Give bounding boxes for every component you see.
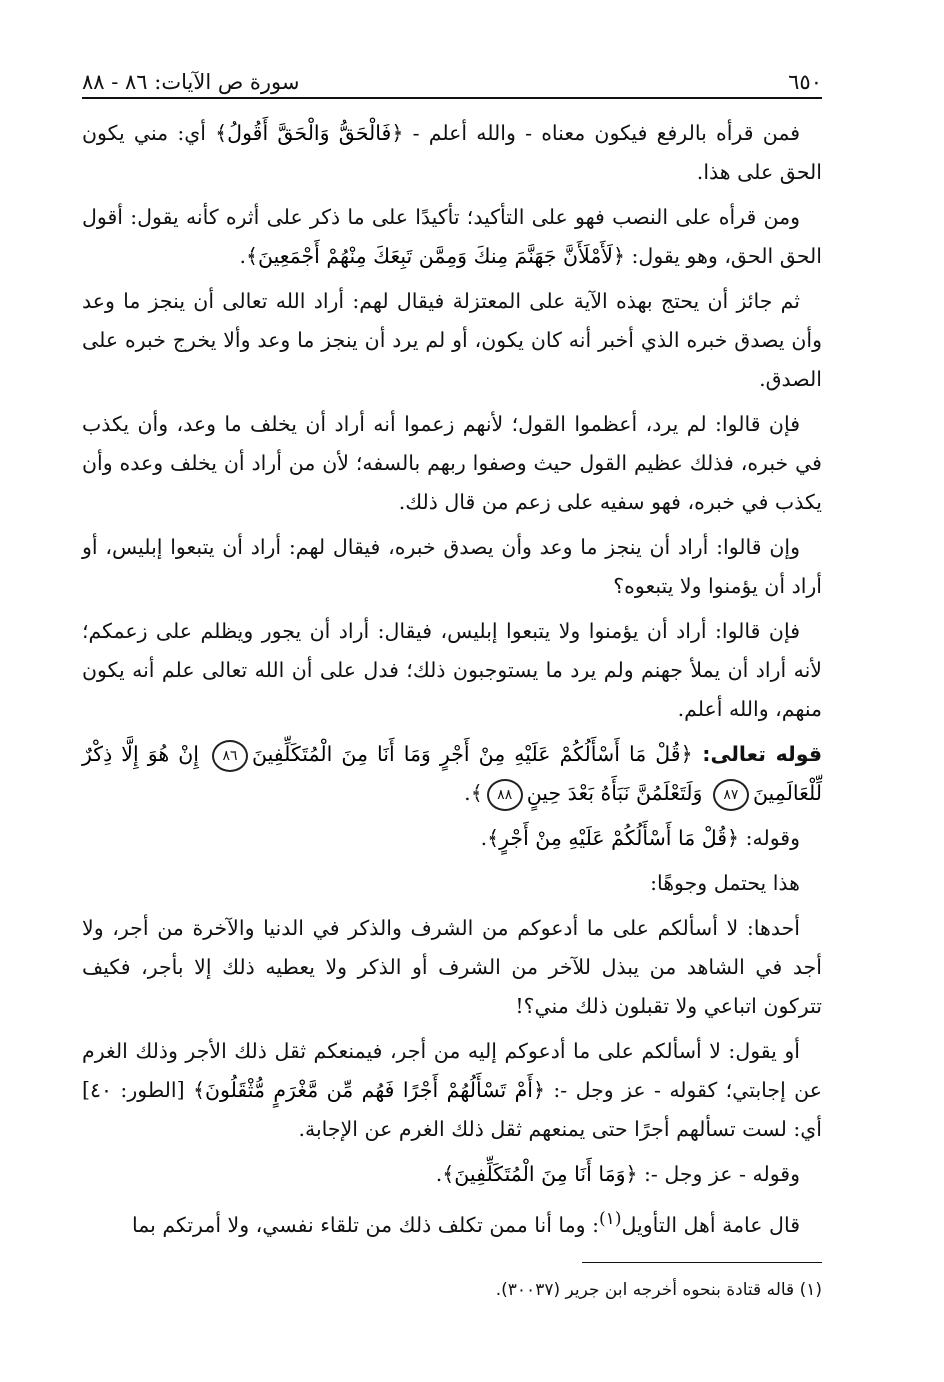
- paragraph: أحدها: لا أسألكم على ما أدعوكم من الشرف والذكر في الدنيا والآخرة من أجر، ولا أجد في الشاهد من يبذل للآخر من الشرف أو الذكر ولا يعطيه ذلك إلا بأجر، فكيف تتركون اتباعي ولا تقبلون ذلك مني؟!: [82, 916, 822, 1018]
- verse-lead: قوله تعالى:: [692, 742, 822, 766]
- paragraph: وقوله: ﴿قُلْ مَا أَسْأَلُكُمْ عَلَيْهِ مِنْ أَجْرٍ﴾.: [480, 826, 800, 850]
- footnote: (١) قاله قتادة بنحوه أخرجه ابن جرير (٣٠٠٣٧).: [495, 1280, 822, 1300]
- paragraph: فمن قرأه بالرفع فيكون معناه - والله أعلم - ﴿فَالْحَقُّ وَالْحَقَّ أَقُولُ﴾ أي: مني يكون الحق على هذا.: [82, 121, 822, 184]
- footnote-rule: [582, 1262, 822, 1263]
- paragraph: وإن قالوا: أراد أن ينجز ما وعد وأن يصدق خبره، فيقال لهم: أراد أن يتبعوا إبليس، أو أراد أن يؤمنوا ولا يتبعوه؟: [82, 535, 822, 598]
- paragraph: ثم جائز أن يحتج بهذه الآية على المعتزلة فيقال لهم: أراد الله تعالى أن ينجز ما وعد وأن يصدق خبره الذي أخبر أنه كان يكون، أو لم يرد أن ينجز ما وعد وألا يخرج خبره على الصدق.: [82, 289, 822, 391]
- paragraph: وقوله - عز وجل -: ﴿وَمَا أَنَا مِنَ الْمُتَكَلِّفِينَ﴾.: [435, 1162, 800, 1186]
- header-rule: [82, 97, 822, 99]
- running-title: سورة ص الآيات: ٨٦ - ٨٨: [82, 70, 300, 94]
- paragraph: أو يقول: لا أسألكم على ما أدعوكم إليه من أجر، فيمنعكم ثقل ذلك الأجر وذلك الغرم عن إجابتي؛ كقوله - عز وجل -: ﴿أَمْ تَسْأَلُهُمْ أَجْرًا فَهُم مِّن مَّغْرَمٍ مُّثْقَلُونَ﴾ [الطور: ٤٠] أي: لست تسألهم أجرًا حتى يمنعهم ثقل ذلك الغرم عن الإجابة.: [82, 1039, 822, 1141]
- paragraph: هذا يحتمل وجوهًا:: [650, 871, 800, 895]
- paragraph: ومن قرأه على النصب فهو على التأكيد؛ تأكيدًا على ما ذكر على أثره كأنه يقول: أقول الحق الحق، وهو يقول: ﴿لَأَمْلَأَنَّ جَهَنَّمَ مِنكَ وَمِمَّن تَبِعَكَ مِنْهُمْ أَجْمَعِينَ﴾.: [82, 205, 822, 268]
- quran-quote: ﴿قُلْ مَا أَسْأَلُكُمْ عَلَيْهِ مِنْ أَجْرٍ﴾: [487, 826, 740, 850]
- paragraph: قال عامة أهل التأويل$^{(١)}$: وما أنا ممن تكلف ذلك من تلقاء نفسي، ولا أمرتكم بما: [132, 1209, 800, 1237]
- quran-quote: ﴿لَأَمْلَأَنَّ جَهَنَّمَ مِنكَ وَمِمَّن تَبِعَكَ مِنْهُمْ أَجْمَعِينَ﴾: [245, 244, 625, 268]
- ayah-marker-88: ٨٨: [487, 779, 523, 811]
- ayah-marker-86: ٨٦: [212, 740, 248, 772]
- quran-quote: ﴿وَمَا أَنَا مِنَ الْمُتَكَلِّفِينَ﴾: [442, 1162, 638, 1186]
- paragraph: فإن قالوا: أراد أن يؤمنوا ولا يتبعوا إبليس، فيقال: أراد أن يجور ويظلم على زعمكم؛ لأنه أراد أن يملأ جهنم ولم يرد ما يستوجبون ذلك؛ فدل على أن الله تعالى علم أنه يكون منهم، والله أعلم.: [82, 619, 822, 721]
- page-header: [82, 58, 822, 94]
- page-number: ٦٥٠: [788, 70, 822, 94]
- quran-quote: ﴿أَمْ تَسْأَلُهُمْ أَجْرًا فَهُم مِّن مَّغْرَمٍ مُّثْقَلُونَ﴾: [192, 1078, 545, 1102]
- paragraph: فإن قالوا: لم يرد، أعظموا القول؛ لأنهم زعموا أنه أراد أن يخلف ما وعد، وأن يكذب في خبره، فذلك عظيم القول حيث وصفوا ربهم بالسفه؛ لأن من أراد أن يخلف وعده وأن يكذب في خبره، فهو سفيه على زعم من قال ذلك.: [82, 412, 822, 514]
- quran-quote: ﴿فَالْحَقُّ وَالْحَقَّ أَقُولُ﴾: [215, 121, 404, 145]
- ayah-marker-87: ٨٧: [713, 779, 749, 811]
- verse-block: قوله تعالى: ﴿قُلْ مَا أَسْأَلُكُمْ عَلَيْهِ مِنْ أَجْرٍ وَمَا أَنَا مِنَ الْمُتَكَلِّفِينَ٨٦ إِنْ هُوَ إِلَّا ذِكْرٌ لِّلْعَالَمِينَ٨٧ وَلَتَعْلَمُنَّ نَبَأَهُ بَعْدَ حِينٍ٨٨﴾.: [82, 735, 822, 813]
- main-text: [82, 114, 822, 1251]
- footnote-ref[interactable]: (١): [598, 1209, 622, 1229]
